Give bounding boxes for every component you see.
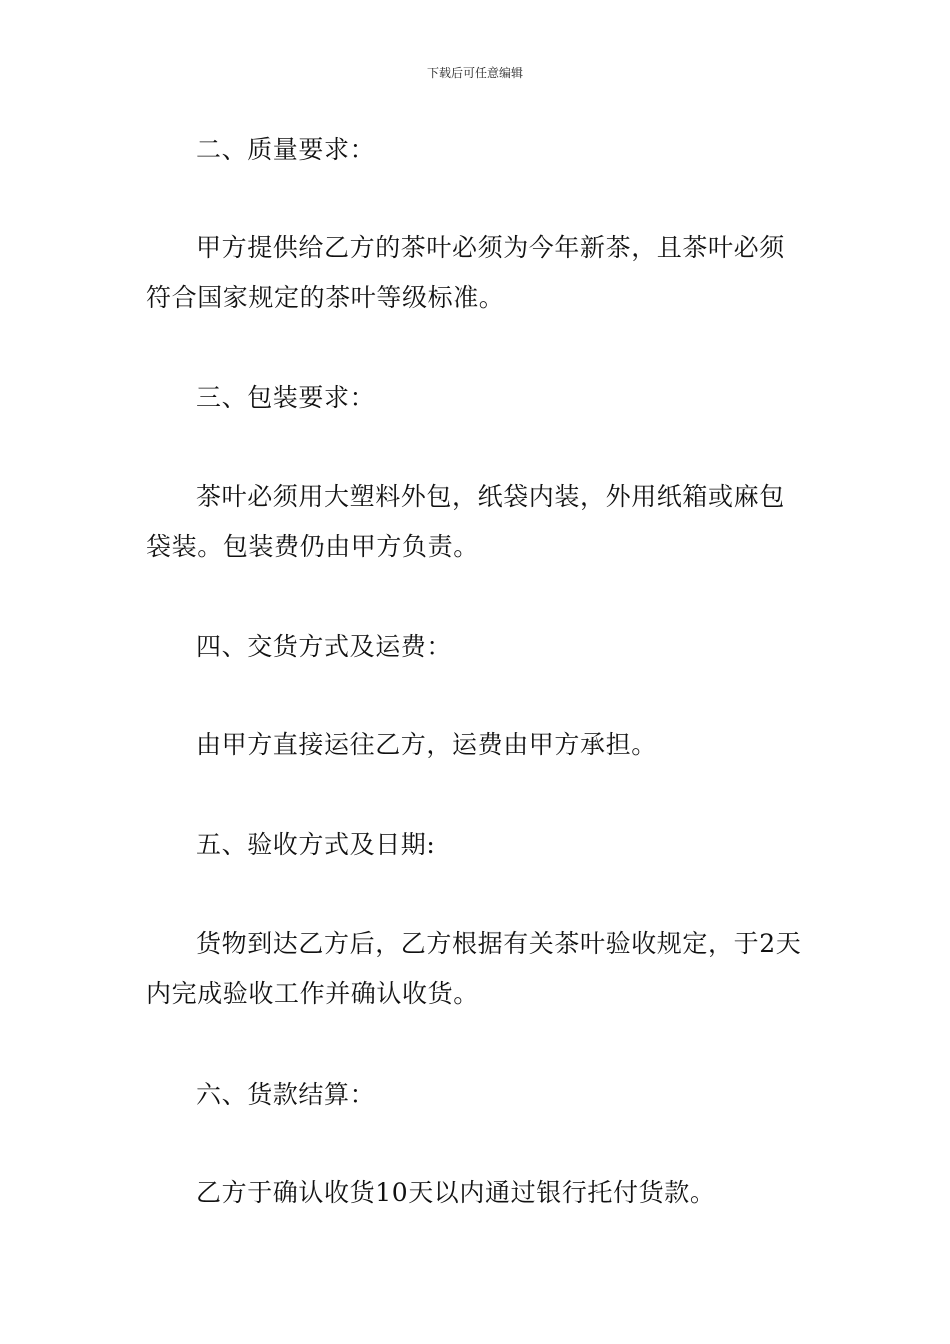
section-5-body: 货物到达乙方后，乙方根据有关茶叶验收规定，于2天内完成验收工作并确认收货。	[146, 929, 802, 1008]
section-3-heading: 三、包装要求：	[196, 383, 376, 412]
section-3-body: 茶叶必须用大塑料外包，纸袋内装，外用纸箱或麻包袋装。包装费仍由甲方负责。	[146, 482, 785, 561]
section-2-heading: 二、质量要求：	[196, 135, 376, 164]
section-2-body: 甲方提供给乙方的茶叶必须为今年新茶，且茶叶必须符合国家规定的茶叶等级标准。	[146, 233, 785, 312]
section-4-heading: 四、交货方式及运费：	[196, 632, 453, 661]
page-header-note: 下载后可任意编辑	[426, 66, 523, 80]
section-5-heading: 五、验收方式及日期:	[196, 830, 436, 859]
section-6-heading: 六、货款结算：	[196, 1080, 376, 1109]
section-6-body: 乙方于确认收货10天以内通过银行托付货款。	[196, 1178, 716, 1207]
section-4-body: 由甲方直接运往乙方，运费由甲方承担。	[196, 730, 657, 759]
